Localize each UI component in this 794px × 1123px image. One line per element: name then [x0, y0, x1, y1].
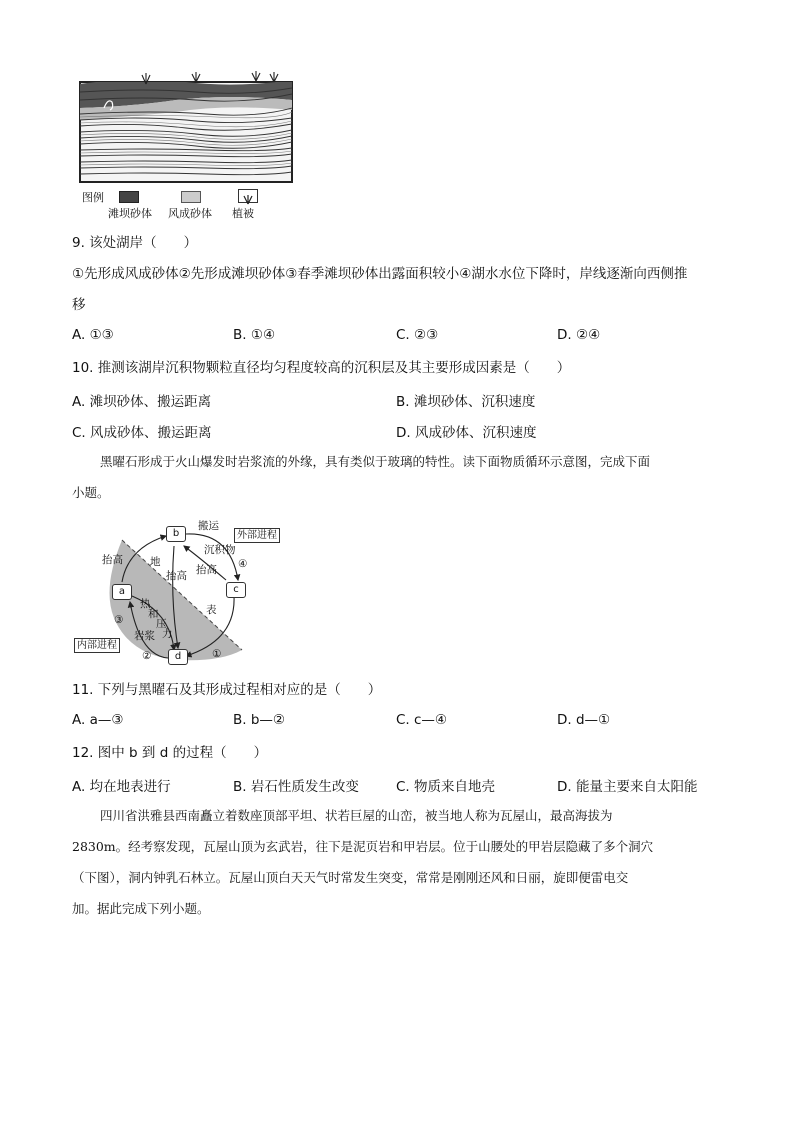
legend-title: 图例	[82, 191, 104, 204]
q11-option-d[interactable]: D. d—①	[557, 712, 611, 728]
node-b: b	[166, 526, 186, 542]
node-a: a	[112, 584, 132, 600]
q9-option-a[interactable]: A. ①③	[72, 327, 114, 343]
label-n2: ②	[142, 650, 152, 662]
rock-cycle-diagram	[70, 518, 290, 668]
passage3-line3: （下图），洞内钟乳石林立。瓦屋山顶白天天气时常发生突变，常常是刚刚还风和日丽，旋即便雷电交	[72, 870, 629, 885]
legend-item-vegetation: 植被	[232, 207, 254, 220]
vegetation-legend-icon	[238, 189, 258, 203]
label-ground: 地	[150, 556, 161, 568]
q9-stem: 9. 该处湖岸（ ）	[72, 235, 198, 251]
label-uplift-center: 抬高	[166, 570, 187, 582]
q9-option-b[interactable]: B. ①④	[233, 327, 276, 343]
q9-option-d[interactable]: D. ②④	[557, 327, 601, 343]
q12-option-b[interactable]: B. 岩石性质发生改变	[233, 779, 359, 795]
label-n1: ①	[212, 648, 222, 660]
legend-swatch-light	[181, 191, 201, 203]
passage3-line1: 四川省洪雅县西南矗立着数座顶部平坦、状若巨屋的山峦，被当地人称为瓦屋山，最高海拔为	[100, 808, 613, 823]
q10-option-b[interactable]: B. 滩坝砂体、沉积速度	[396, 394, 536, 410]
legend-item-aeolian: 风成砂体	[168, 207, 212, 220]
q10-option-a[interactable]: A. 滩坝砂体、搬运距离	[72, 394, 212, 410]
q10-stem: 10. 推测该湖岸沉积物颗粒直径均匀程度较高的沉积层及其主要形成因素是（ ）	[72, 360, 571, 376]
q12-stem: 12. 图中 b 到 d 的过程（ ）	[72, 745, 268, 761]
external-process-label: 外部进程	[234, 528, 280, 543]
q9-statement-line2: 移	[72, 297, 86, 313]
q12-option-d[interactable]: D. 能量主要来自太阳能	[557, 779, 698, 795]
node-c: c	[226, 582, 246, 598]
label-pressure1: 压	[156, 618, 167, 630]
label-sediment: 沉积物	[204, 544, 236, 556]
node-d: d	[168, 649, 188, 665]
label-and: 和	[148, 608, 159, 620]
q10-option-c[interactable]: C. 风成砂体、搬运距离	[72, 425, 212, 441]
q12-option-a[interactable]: A. 均在地表进行	[72, 779, 171, 795]
q11-stem: 11. 下列与黑曜石及其形成过程相对应的是（ ）	[72, 682, 382, 698]
q11-option-b[interactable]: B. b—②	[233, 712, 286, 728]
strata-figure	[76, 70, 296, 185]
strata-cross-section	[76, 70, 296, 185]
passage3-line2: 2830m。经考察发现，瓦屋山顶为玄武岩，往下是泥页岩和甲岩层。位于山腰处的甲岩层隐藏了多个洞穴	[72, 839, 654, 854]
label-pressure2: 力	[162, 628, 173, 640]
label-surface: 表	[206, 604, 217, 616]
q11-option-a[interactable]: A. a—③	[72, 712, 124, 728]
passage2-line1: 黑曜石形成于火山爆发时岩浆流的外缘，具有类似于玻璃的特性。读下面物质循环示意图，完成下面	[100, 454, 651, 469]
label-n3: ③	[114, 614, 124, 626]
passage3-line4: 加。据此完成下列小题。	[72, 901, 210, 916]
q12-option-c[interactable]: C. 物质来自地壳	[396, 779, 496, 795]
q9-statement-line1: ①先形成风成砂体②先形成滩坝砂体③春季滩坝砂体出露面积较小④湖水水位下降时，岸线逐渐向西侧推	[72, 266, 688, 282]
passage2-line2: 小题。	[72, 485, 110, 500]
q10-option-d[interactable]: D. 风成砂体、沉积速度	[396, 425, 537, 441]
label-uplift-right: 抬高	[196, 564, 217, 576]
legend-swatch-dark	[119, 191, 139, 203]
label-uplift-left: 抬高	[102, 554, 123, 566]
label-heat: 热	[140, 598, 151, 610]
legend-item-beach-bar: 滩坝砂体	[108, 207, 152, 220]
label-n4: ④	[238, 558, 248, 570]
label-transport: 搬运	[198, 520, 219, 532]
q11-option-c[interactable]: C. c—④	[396, 712, 448, 728]
q9-option-c[interactable]: C. ②③	[396, 327, 439, 343]
label-magma: 岩浆	[134, 630, 155, 642]
internal-process-label: 内部进程	[74, 638, 120, 653]
